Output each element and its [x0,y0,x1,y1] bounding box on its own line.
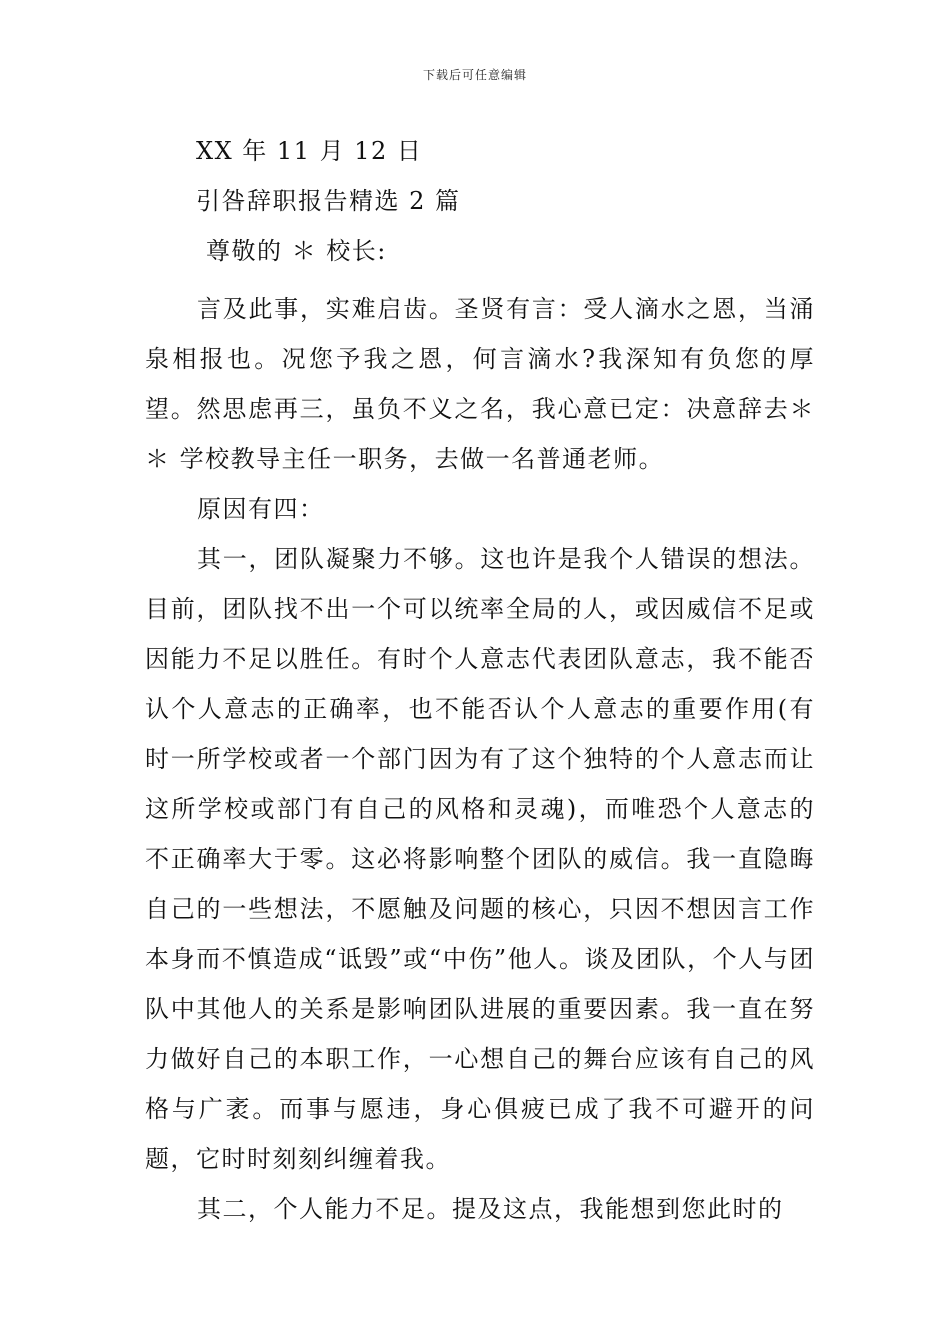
document-date: XX 年 11 月 12 日 [196,137,423,165]
salutation: 尊敬的 ＊ 校长: [206,237,387,265]
paragraph-reason-one: 其一，团队凝聚力不够。这也许是我个人错误的想法。目前，团队找不出一个可以统率全局的人，或因威信不足或因能力不足以胜任。有时个人意志代表团队意志，我不能否认个人意志的正确率，也不能否认个人意志的重要作用(有时一所学校或者一个部门因为有了这个独特的个人意志而让这所学校或部门有自己的风格和灵魂)，而唯恐个人意志的不正确率大于零。这必将影响整个团队的威信。我一直隐晦自己的一些想法，不愿触及问题的核心，只因不想因言工作本身而不慎造成“诋毁”或“中伤”他人。谈及团队，个人与团队中其他人的关系是影响团队进展的重要因素。我一直在努力做好自己的本职工作，一心想自己的舞台应该有自己的风格与广袤。而事与愿违，身心俱疲已成了我不可避开的问题，它时时刻刻纠缠着我。 [145,545,815,1173]
page-header-note: 下载后可任意编辑 [422,68,527,82]
paragraph-intro: 言及此事，实难启齿。圣贤有言：受人滴水之恩，当涌泉相报也。况您予我之恩，何言滴水?我深知有负您的厚望。然思虑再三，虽负不义之名，我心意已定：决意辞去＊＊ 学校教导主任一职务，去做一名普通老师。 [145,295,815,473]
document-title: 引咎辞职报告精选 2 篇 [196,187,461,215]
paragraph-reason-two: 其二，个人能力不足。提及这点，我能想到您此时的 [197,1195,784,1223]
document-body [145,284,815,1234]
paragraph-reasons-heading: 原因有四： [197,495,325,523]
